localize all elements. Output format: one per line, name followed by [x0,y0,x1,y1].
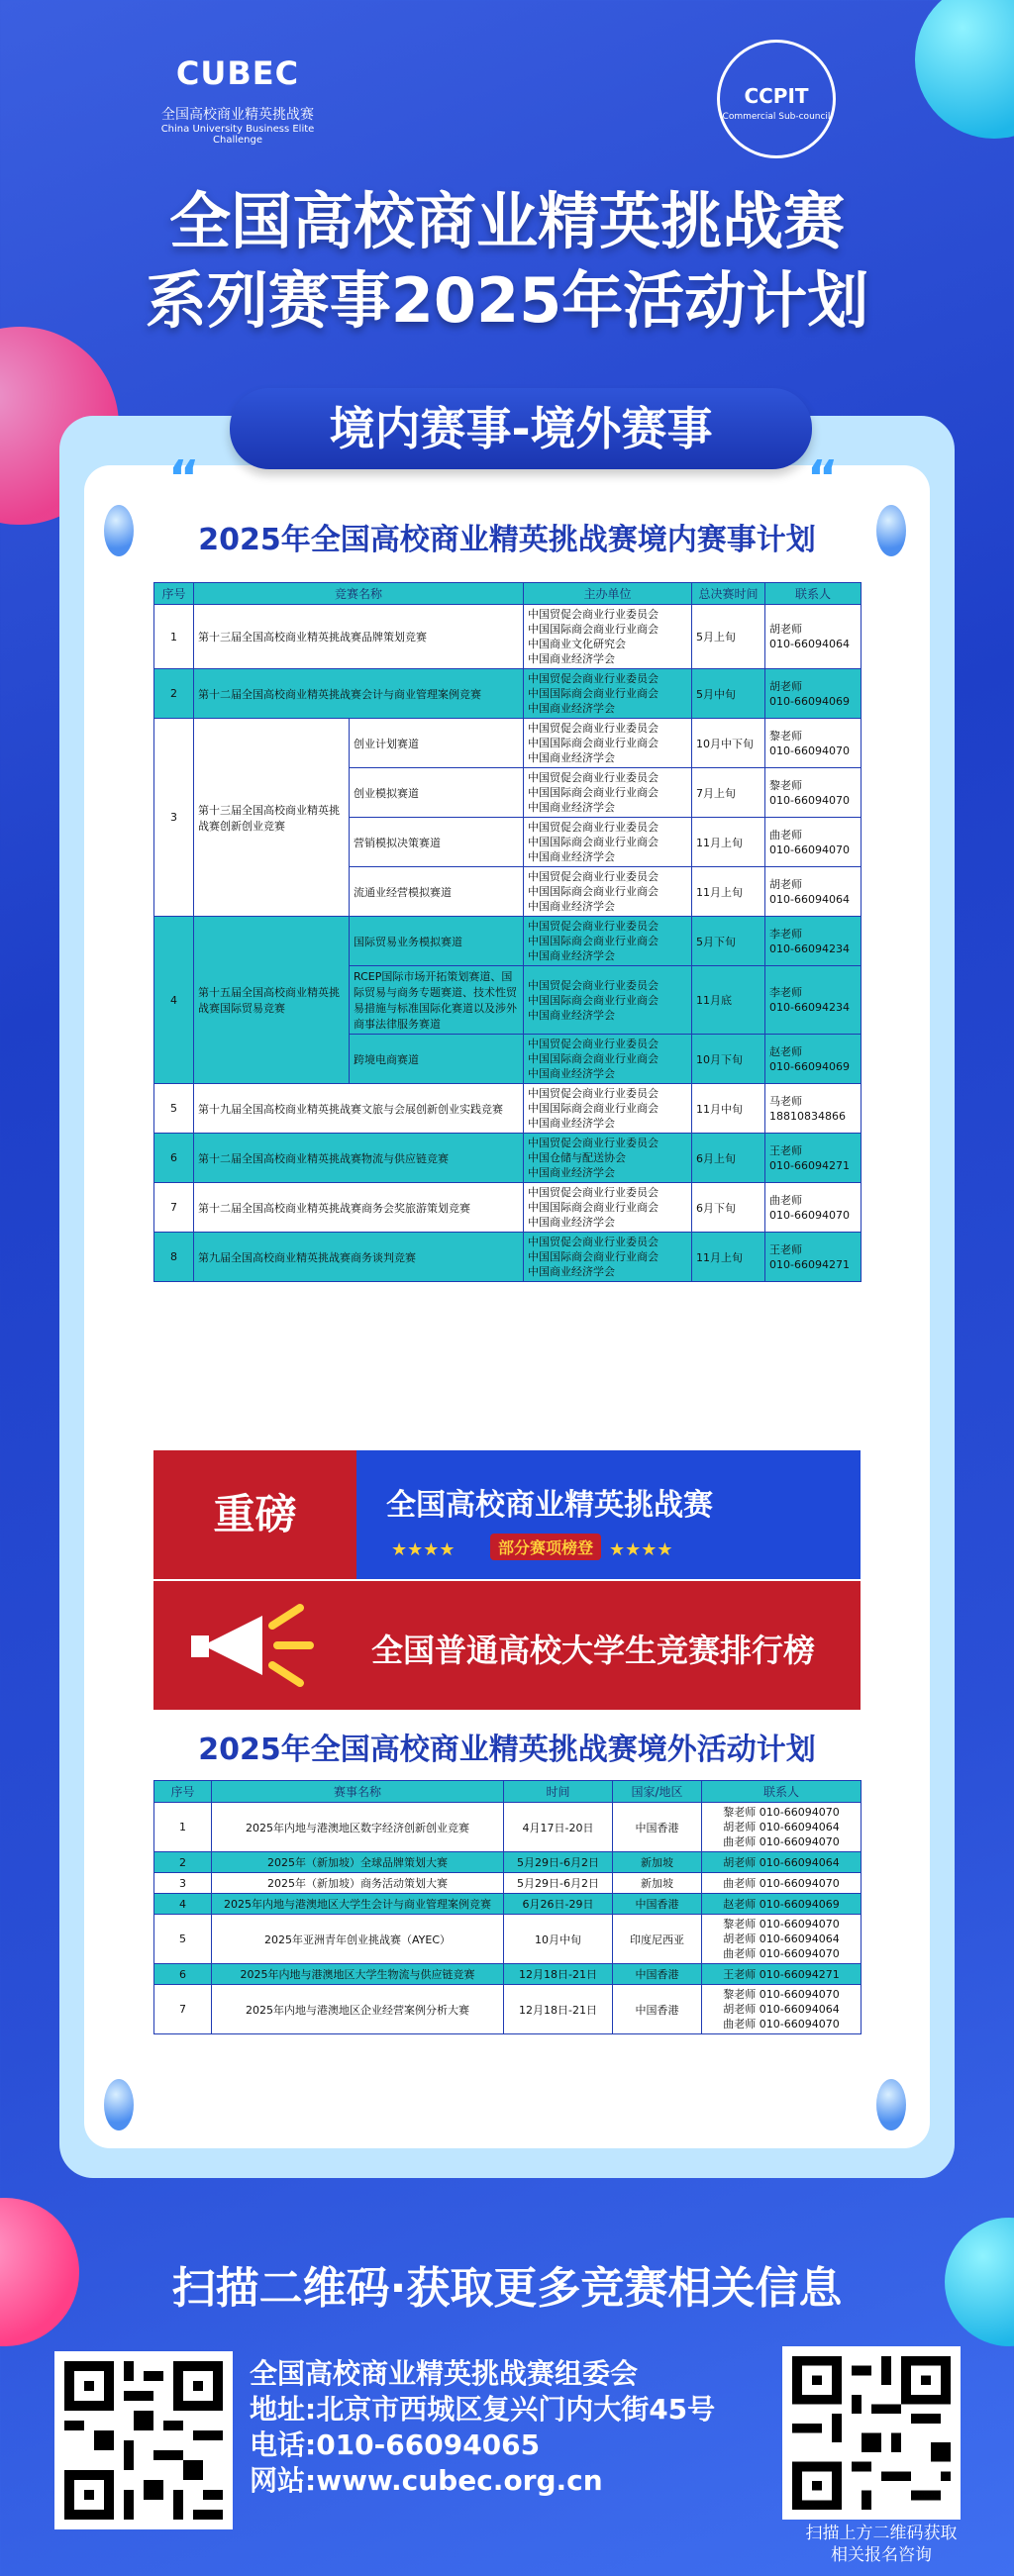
contact-line: 胡老师 010-66094064 [723,2003,840,2016]
row-no: 3 [154,719,194,917]
row-name: 2025年内地与港澳地区大学生物流与供应链竞赛 [212,1964,504,1985]
org-line: 中国商业经济学会 [528,702,616,715]
domestic-plan-table [153,582,862,1282]
row-track-name: RCEP国际市场开拓策划赛道、国际贸易与商务专题赛道、技术性贸易措施与标准国际化赛道以及涉外商事法律服务赛道 [350,966,524,1035]
row-no: 2 [154,669,194,719]
row-region: 新加坡 [613,1873,702,1894]
table-header-row [154,1781,862,1803]
contact-line: 赵老师 010-66094069 [723,1897,840,1911]
contact-line: 曲老师 010-66094070 [723,1876,840,1890]
contact-line: 王老师 [769,1242,803,1256]
row-name: 第十三届全国高校商业精英挑战赛品牌策划竞赛 [194,605,524,669]
row-contact [702,1894,862,1915]
row-no: 5 [154,1084,194,1134]
table-row [154,669,862,719]
row-time: 5月下旬 [692,917,765,966]
decor-ball [104,2079,134,2130]
cubec-logo-cn: 全国高校商业精英挑战赛 [161,107,314,123]
org-line: 中国商业经济学会 [528,1265,616,1278]
promo-top-title: 全国高校商业精英挑战赛 [386,1488,713,1523]
row-name: 第十九届全国高校商业精英挑战赛文旅与会展创新创业实践竞赛 [194,1084,524,1134]
org-line: 中国商业文化研究会 [528,638,627,650]
table-row [154,1915,862,1964]
org-line: 中国贸促会商业行业委员会 [528,821,659,834]
org-line: 中国国际商会商业行业商会 [528,1102,659,1115]
decor-bubble [915,0,1014,139]
row-time: 10月中旬 [504,1915,613,1964]
row-contact [765,1134,862,1183]
scan-cta: 扫描二维码·获取更多竞赛相关信息 [171,2263,843,2314]
row-name: 2025年内地与港澳地区企业经营案例分析大赛 [212,1985,504,2034]
decor-ball [876,2079,906,2130]
row-region: 中国香港 [613,1985,702,2034]
table-row [154,719,862,768]
row-contact [765,768,862,818]
org-line: 中国贸促会商业行业委员会 [528,672,659,685]
contact-line: 曲老师 010-66094070 [723,2018,840,2031]
contact-line: 黎老师 010-66094070 [723,1806,840,1819]
org-line: 中国国际商会商业行业商会 [528,935,659,947]
row-no: 8 [154,1233,194,1282]
contact-line: 010-66094271 [769,1257,850,1271]
table-row [154,917,862,966]
org-line: 中国贸促会商业行业委员会 [528,920,659,933]
row-no: 5 [154,1915,212,1964]
contact-line: 010-66094069 [769,1059,850,1073]
row-time: 11月上旬 [692,867,765,917]
contact-line: 王老师 010-66094271 [723,1967,840,1981]
contact-line: 黎老师 010-66094070 [723,1988,840,2001]
org-line: 中国商业经济学会 [528,850,616,863]
row-name: 第九届全国高校商业精英挑战赛商务谈判竞赛 [194,1233,524,1282]
contact-line: 胡老师 [769,623,803,636]
row-time: 5月上旬 [692,605,765,669]
row-org [524,605,692,669]
row-contact [702,1852,862,1873]
row-org [524,1233,692,1282]
row-name: 2025年内地与港澳地区数字经济创新创业竞赛 [212,1803,504,1852]
table-row [154,1894,862,1915]
contact-block [250,2356,715,2499]
table-row [154,1084,862,1134]
ccpit-logo [717,40,836,158]
org-line: 中国贸促会商业行业委员会 [528,1087,659,1100]
table-header-region: 国家/地区 [613,1781,702,1803]
row-no: 1 [154,1803,212,1852]
org-line: 中国商业经济学会 [528,1008,616,1022]
org-line: 中国国际商会商业行业商会 [528,1250,659,1263]
row-org [524,867,692,917]
contact-line: 胡老师 010-66094064 [723,1821,840,1833]
megaphone-icon [183,1596,322,1695]
ccpit-logo-sub: Commercial Sub-council [722,112,831,122]
org-line: 中国商业经济学会 [528,751,616,764]
domestic-plan-title: 2025年全国高校商业精英挑战赛境内赛事计划 [198,523,816,557]
contact-line: 胡老师 [769,877,803,891]
row-track-name: 国际贸易业务模拟赛道 [350,917,524,966]
contact-line: 010-66094070 [769,1208,850,1222]
row-time: 10月中下旬 [692,719,765,768]
row-track-name: 流通业经营模拟赛道 [350,867,524,917]
row-region: 中国香港 [613,1803,702,1852]
row-name: 第十二届全国高校商业精英挑战赛会计与商业管理案例竞赛 [194,669,524,719]
org-line: 中国国际商会商业行业商会 [528,737,659,749]
row-contact [765,605,862,669]
row-time: 4月17日-20日 [504,1803,613,1852]
row-name: 2025年（新加坡）商务活动策划大赛 [212,1873,504,1894]
row-time: 5月29日-6月2日 [504,1873,613,1894]
contact-line: 010-66094070 [769,842,850,856]
row-contact [702,1985,862,2034]
table-row [154,1873,862,1894]
organizer-phone: 电话:010-66094065 [250,2428,541,2461]
promo-headline: 重磅 [153,1450,356,1579]
org-line: 中国国际商会商业行业商会 [528,836,659,848]
row-org [524,1134,692,1183]
contact-line: 曲老师 010-66094070 [723,1947,840,1960]
row-name: 2025年内地与港澳地区大学生会计与商业管理案例竞赛 [212,1894,504,1915]
table-header-name: 竞赛名称 [194,583,524,605]
contact-line: 曲老师 [769,828,803,842]
row-contact [765,1233,862,1282]
org-line: 中国仓储与配送协会 [528,1151,627,1164]
row-contact [702,1915,862,1964]
row-org [524,1035,692,1084]
contact-line: 胡老师 010-66094064 [723,1932,840,1945]
row-time: 12月18日-21日 [504,1985,613,2034]
contact-line: 胡老师 [769,679,803,693]
row-org [524,1084,692,1134]
row-no: 7 [154,1985,212,2034]
table-row [154,1964,862,1985]
ccpit-logo-mark: CCPIT [744,84,809,108]
row-contact [702,1873,862,1894]
row-time: 6月下旬 [692,1183,765,1233]
org-line: 中国商业经济学会 [528,1067,616,1080]
org-line: 中国商业经济学会 [528,801,616,814]
row-name: 2025年（新加坡）全球品牌策划大赛 [212,1852,504,1873]
promo-bottom-title: 全国普通高校大学生竞赛排行榜 [371,1632,816,1669]
row-org [524,1183,692,1233]
contact-line: 王老师 [769,1143,803,1157]
row-region: 新加坡 [613,1852,702,1873]
org-line: 中国商业经济学会 [528,949,616,962]
row-org [524,768,692,818]
table-header-no: 序号 [154,1781,212,1803]
row-time: 6月26日-29日 [504,1894,613,1915]
org-line: 中国贸促会商业行业委员会 [528,870,659,883]
row-no: 4 [154,917,194,1084]
row-track-name: 创业计划赛道 [350,719,524,768]
org-line: 中国贸促会商业行业委员会 [528,1038,659,1050]
org-line: 中国国际商会商业行业商会 [528,885,659,898]
qr-code-icon [64,2361,223,2520]
row-group-name: 第十五届全国高校商业精英挑战赛国际贸易竞赛 [194,917,350,1084]
org-line: 中国贸促会商业行业委员会 [528,1137,659,1149]
contact-line: 胡老师 010-66094064 [723,1855,840,1869]
org-line: 中国国际商会商业行业商会 [528,1201,659,1214]
table-row [154,1985,862,2034]
row-contact [765,966,862,1035]
section-banner: 境内赛事-境外赛事 [230,388,812,469]
cubec-logo [139,35,337,163]
row-name: 第十二届全国高校商业精英挑战赛商务会奖旅游策划竞赛 [194,1183,524,1233]
qr-code-right[interactable] [782,2346,961,2520]
contact-line: 010-66094064 [769,892,850,906]
qr-note-line2: 相关报名咨询 [831,2545,932,2565]
org-line: 中国贸促会商业行业委员会 [528,608,659,621]
row-time: 5月29日-6月2日 [504,1852,613,1873]
contact-line: 马老师 [769,1094,803,1108]
table-row [154,1803,862,1852]
row-time: 11月底 [692,966,765,1035]
row-time: 6月上旬 [692,1134,765,1183]
contact-line: 010-66094234 [769,941,850,955]
contact-line: 曲老师 010-66094070 [723,1835,840,1848]
table-header-row [154,583,862,605]
table-row [154,1852,862,1873]
table-header-time: 总决赛时间 [692,583,765,605]
cubec-logo-mark: CUBEC [175,54,300,92]
org-line: 中国国际商会商业行业商会 [528,687,659,700]
row-org [524,966,692,1035]
promo-bottom [153,1581,861,1710]
table-header-name: 赛事名称 [212,1781,504,1803]
org-line: 中国商业经济学会 [528,1216,616,1229]
org-line: 中国国际商会商业行业商会 [528,993,659,1007]
row-contact [702,1803,862,1852]
row-time: 12月18日-21日 [504,1964,613,1985]
row-region: 中国香港 [613,1894,702,1915]
row-contact [765,917,862,966]
star-icon: ★★★★ [609,1539,673,1560]
table-header-no: 序号 [154,583,194,605]
row-track-name: 营销模拟决策赛道 [350,818,524,867]
table-row [154,1183,862,1233]
contact-line: 黎老师 [769,778,803,792]
row-no: 6 [154,1964,212,1985]
row-time: 7月上旬 [692,768,765,818]
org-line: 中国贸促会商业行业委员会 [528,1186,659,1199]
table-header-org: 主办单位 [524,583,692,605]
qr-code-left[interactable] [54,2351,233,2529]
row-time: 11月上旬 [692,1233,765,1282]
row-name: 2025年亚洲青年创业挑战赛（AYEC） [212,1915,504,1964]
organizer-website[interactable]: 网站:www.cubec.org.cn [250,2464,603,2497]
org-line: 中国贸促会商业行业委员会 [528,1236,659,1248]
row-no: 1 [154,605,194,669]
row-contact [702,1964,862,1985]
row-time: 11月上旬 [692,818,765,867]
table-row [154,605,862,669]
table-header-contact: 联系人 [765,583,862,605]
star-icon: ★★★★ [391,1539,456,1560]
quote-mark-icon: “ [168,450,200,506]
row-no: 7 [154,1183,194,1233]
table-header-time: 时间 [504,1781,613,1803]
org-line: 中国商业经济学会 [528,900,616,913]
row-no: 6 [154,1134,194,1183]
row-time: 10月下旬 [692,1035,765,1084]
row-no: 2 [154,1852,212,1873]
contact-line: 李老师 [769,927,803,941]
table-header-contact: 联系人 [702,1781,862,1803]
qr-note-line1: 扫描上方二维码获取 [805,2524,958,2543]
overseas-plan-table [153,1780,862,2034]
org-line: 中国国际商会商业行业商会 [528,623,659,636]
org-line: 中国贸促会商业行业委员会 [528,722,659,735]
row-org [524,669,692,719]
row-group-name: 第十三届全国高校商业精英挑战赛创新创业竞赛 [194,719,350,917]
row-contact [765,867,862,917]
row-time: 5月中旬 [692,669,765,719]
row-name: 第十二届全国高校商业精英挑战赛物流与供应链竞赛 [194,1134,524,1183]
contact-line: 010-66094271 [769,1158,850,1172]
row-org [524,719,692,768]
org-line: 中国贸促会商业行业委员会 [528,978,659,992]
qr-code-icon [792,2356,951,2510]
org-line: 中国贸促会商业行业委员会 [528,771,659,784]
table-row [154,1233,862,1282]
org-line: 中国国际商会商业行业商会 [528,786,659,799]
page-title-line2: 系列赛事2025年活动计划 [145,264,869,337]
row-time: 11月中旬 [692,1084,765,1134]
contact-line: 010-66094070 [769,743,850,757]
row-contact [765,1084,862,1134]
contact-line: 李老师 [769,986,803,999]
contact-line: 黎老师 [769,729,803,743]
cubec-logo-en: China University Business Elite Challenge [160,124,315,146]
row-org [524,818,692,867]
org-line: 中国商业经济学会 [528,1117,616,1130]
row-no: 4 [154,1894,212,1915]
overseas-plan-title: 2025年全国高校商业精英挑战赛境外活动计划 [198,1733,816,1767]
org-line: 中国国际商会商业行业商会 [528,1052,659,1065]
promo-banner [153,1450,861,1710]
row-contact [765,1183,862,1233]
contact-line: 010-66094069 [769,694,850,708]
row-contact [765,719,862,768]
organizer-address: 地址:北京市西城区复兴门内大街45号 [250,2393,716,2426]
row-region: 印度尼西亚 [613,1915,702,1964]
page-title-line1: 全国高校商业精英挑战赛 [168,185,845,257]
contact-line: 010-66094234 [769,1001,850,1014]
contact-line: 18810834866 [769,1109,846,1123]
row-region: 中国香港 [613,1964,702,1985]
row-track-name: 创业模拟赛道 [350,768,524,818]
org-line: 中国商业经济学会 [528,1166,616,1179]
qr-note [772,2523,990,2566]
organizer-name: 全国高校商业精英挑战赛组委会 [250,2357,639,2390]
row-no: 3 [154,1873,212,1894]
quote-mark-icon: “ [807,450,839,506]
row-org [524,917,692,966]
row-contact [765,1035,862,1084]
row-track-name: 跨境电商赛道 [350,1035,524,1084]
table-row [154,1134,862,1183]
org-line: 中国商业经济学会 [528,652,616,665]
contact-line: 黎老师 010-66094070 [723,1918,840,1931]
contact-line: 010-66094070 [769,793,850,807]
row-contact [765,669,862,719]
promo-tag: 部分赛项榜登 [490,1534,601,1560]
contact-line: 曲老师 [769,1193,803,1207]
contact-line: 赵老师 [769,1044,803,1058]
row-contact [765,818,862,867]
contact-line: 010-66094064 [769,638,850,650]
